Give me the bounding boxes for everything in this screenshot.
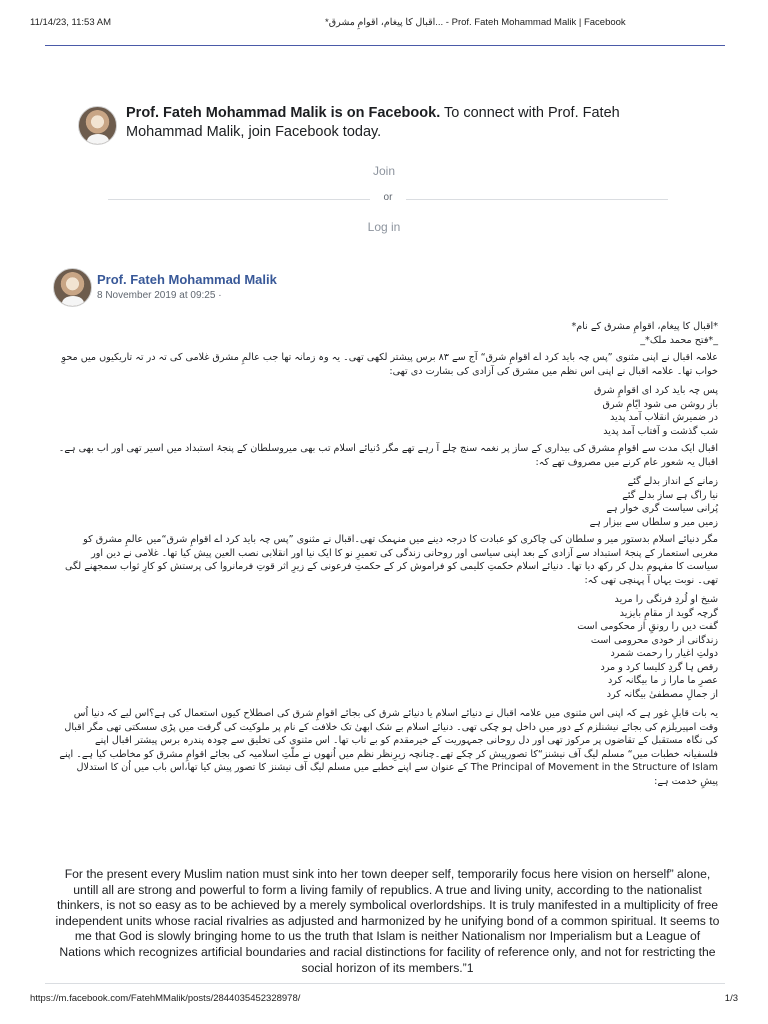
print-page-number: 1/3 [724,993,738,1004]
verse-line: گفت دیں را رونقِ از محکومی است [577,621,718,632]
verse-line: زمیں میر و سلطاں سے بیزار ہے [589,516,718,528]
post-timestamp[interactable]: 8 November 2019 at 09:25 · [97,290,222,301]
verse-line: دولتِ اغیار را رحمت شمرد [610,648,718,659]
verse-line: زندگانی از خودی محرومی است [590,634,718,646]
post-byline: _*فتح محمد ملک*_ [640,334,718,346]
or-separator [108,192,668,206]
post-body-urdu [58,320,718,788]
paragraph: یہ بات قابلِ غور ہے کہ اپنی اس مثنوی میں علامہ اقبال نے دنیائے اسلام یا دنیائے شرق کی بجائے اقوامِ شرق کی اصطلاح کیوں استعمال کی ہے؟اس لیے کہ دنیا اُس وقت امپیریلزم کی بجائے نیشنلزم کے دور میں داخل ہو چکی تھی۔ دنیائے اسلام بے شک ابھیٰ تک خلافت کے نام پر ملوکیت کی گرفت میں پڑی سسکتی تھی مگر اقبال کی نگاہ مستقبل کے تقاضوں پر مرکوز تھی اور دل روحانی جمہوریت کے خیرمقدم کو بے تاب تھا۔ اس مثنوی کی تخلیق سے چودہ پندرہ برس پیشتر اقبال اپنے فلسفیانہ خطبات میں“ مسلم لیگ آف نیشنز“کا تصورپیش کر چکے تھے۔چنانچہ زیرِنظر نظم میں اُنھوں نے ملّتِ اسلامیہ کی بجائے اقوامِ مشرق کو مخاطب کیا ہے۔ اپنے The Principal of Movement in the Structure of Islam کے عنوان سے اپنے خطبے میں مسلم لیگ آف نیشنز کا تصور پیش کیا تھا،اس باب میں اُن کا استدلال پیشِ خدمت ہے: [59,708,718,787]
verse-line: نیا راگ ہے ساز بدلے گئے [622,489,718,501]
paragraph: علامہ اقبال نے اپنی مثنوی ”پس چہ باید کرد اے اقوامِ شرق“ آج سے ۸۳ برس پیشتر لکھی تھی۔ یہ وہ زمانہ تھا جب عالمِ مشرق غلامی کی تہ در تہ تاریکیوں میں محوِ خواب تھا۔ علامہ اقبال نے اپنی اس نظم میں مشرق کی آزادی کی بشارت دی تھی: [61,352,718,377]
verse-line: در ضمیرش انقلاب آمد پدید [610,412,718,423]
join-link[interactable]: Join [372,164,395,178]
english-quote: For the present every Muslim nation must sink into her town deeper self, temporarily focus here vision on herself” alone, untill all are strong and powerful to form a living family of republics. A true and living unity, according to the nationalist thinkers, is not so easy as to be achieved by a merely symbolical overlordships. It is truly manifested in a multiplicity of free independent units whose racial rivalries as adjusted and harmonized by he unifying bond of a common spiritual. It seems to me that God is slowly bringing home to us the truth that Islam is neither Nationalism nor Imperialism but a League of Nations which recognizes artificial boundaries and racial distinctions for facility of reference only, and not for restricting the social horizon of its members.”1 [55,867,720,975]
connect-banner [78,104,658,142]
login-link[interactable]: Log in [367,220,401,234]
connect-message-bold: Prof. Fateh Mohammad Malik is on Facebook. [126,105,441,121]
print-page-title: *اقبال کا پیغام، اقوامِ مشرق... - Prof. Fateh Mohammad Malik | Facebook [325,17,626,28]
verse-line: پس چہ باید کرد ای اقوامِ شرق [594,385,718,396]
paragraph: اقبال ایک مدت سے اقوامِ مشرق کی بیداری کے ساز پر نغمہ سنج چلے آ رہے تھے مگر دُنیائے اسلام تب بھی میروسلطان کے پنجۂ استبداد میں اسیر تھی اور اب بھی ہے۔ اقبال یہ شعور عام کرنے میں مصروف تھے کہ: [58,443,718,468]
footer-divider [45,983,725,984]
verse-line: پُرانی سیاست گری خوار ہے [606,503,718,514]
verse-line: زمانے کے انداز بدلے گئے [627,476,718,487]
author-avatar[interactable] [53,268,92,307]
verse-line: از جمالِ مصطفیٰ بیگانہ کرد [606,688,718,700]
author-name[interactable]: Prof. Fateh Mohammad Malik [97,272,277,287]
verse-line: رقص ہا گردِ کلیسا کرد و مرد [600,661,718,673]
verse-block [58,384,718,438]
connect-message [126,104,658,142]
or-label: or [383,192,393,203]
connect-message-rest: To connect with Prof. Fateh Mohammad Malik, join Facebook today. [126,105,620,140]
header-divider [45,45,725,46]
verse-block [58,475,718,529]
paragraph: مگر دنیائے اسلام بدستور میر و سلطان کی چاکری کو عبادت کا درجہ دینے میں منہمک تھی۔اقبال نے مثنوی ”پس چہ باید کرد اے اقوامِ شرق“میں عالمِ مشرق کو مغربی استعمار کے پنجۂ استبداد سے آزادی کے بعد اپنی سیاسی اور روحانی زندگی کی تعمیرِ نو کا ایک نیا اور انقلابی نصب العین پیش کیا تھا۔ غلامی نے دین اور سیاست کا مفہوم بدل کر رکھ دیا تھا۔ دنیائے اسلام حکمتِ کلیمی کو فراموش کر کے حکمتِ فرعونی کے زیرِ اثر قوتِ فرمانروا کی پرستش کو کارِ ثواب سمجھنے لگی تھی۔ نوبت یہاں آ پہنچی تھی کہ: [65,534,718,586]
verse-line: شیخ او لُردِ فرنگی را مرید [614,594,718,605]
verse-line: عصرِ ما مارا ز ما بیگانہ کرد [608,675,718,686]
print-url: https://m.facebook.com/FatehMMalik/posts/2844035452328978/ [30,993,301,1004]
verse-block [58,593,718,701]
divider [406,199,668,200]
verse-line: باز روشن می شود ایّامِ شرق [602,398,718,410]
post-title: *اقبال کا پیغام، اقوامِ مشرق کے نام* [571,321,718,332]
print-date: 11/14/23, 11:53 AM [30,17,111,28]
verse-line: گرچہ گوید از مقامِ بایزید [619,607,718,619]
avatar[interactable] [78,106,117,145]
verse-line: شب گذشت و آفتاب آمد پدید [603,425,718,437]
